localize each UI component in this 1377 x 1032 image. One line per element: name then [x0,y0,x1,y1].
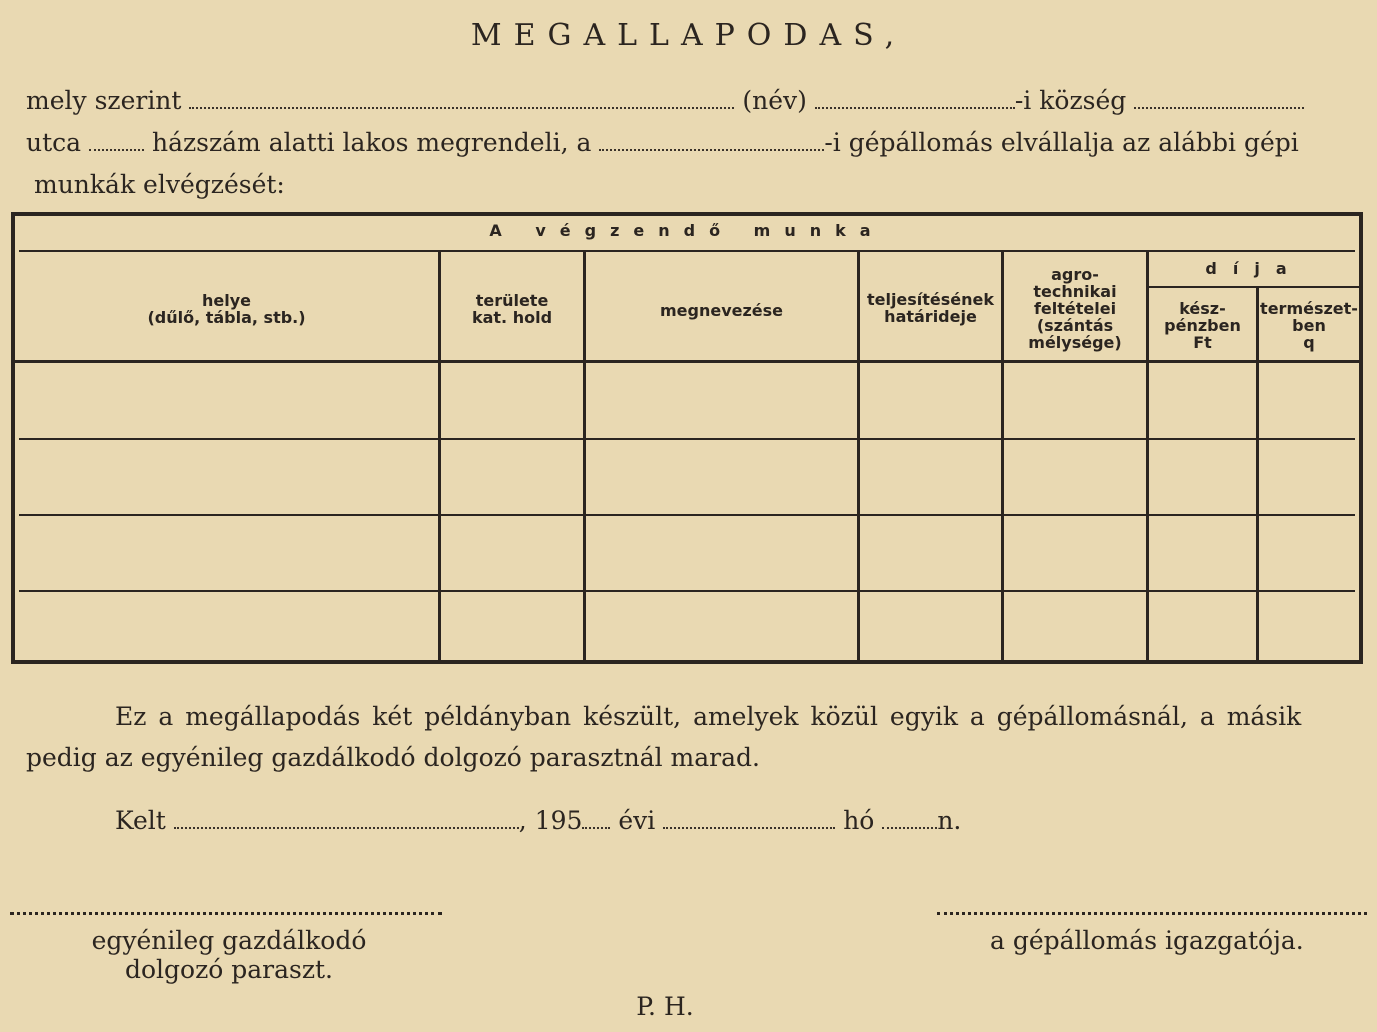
intro-text-2b: házszám alatti lakos megrendeli, a [151,128,592,157]
document-title: MEGALLAPODAS, [470,18,907,53]
evi-label: évi [618,806,656,835]
name-field[interactable] [189,107,734,109]
stamp-placeholder: P. H. [636,992,694,1021]
month-field[interactable] [663,827,835,829]
date-line [115,806,961,835]
closing-line-1: Ez a megállapodás két példányban készült, amelyek közül egyik a gépállomásnál, a másik [115,702,1302,731]
work-table [11,212,1363,664]
left-signature-line[interactable] [10,912,442,915]
intro-text-1a: mely szerint [26,86,182,115]
intro-text-2a: utca [26,128,82,157]
village-field[interactable] [815,107,1015,109]
intro-line-1 [26,86,1304,115]
right-signature-label: a gépállomás igazgatója. [990,926,1304,955]
place-field[interactable] [174,827,519,829]
table-row[interactable] [15,440,1359,514]
header-kind: természet- ben q [1260,299,1358,352]
group-header-rule [19,250,1355,252]
intro-text-1c: -i község [1014,86,1127,115]
house-number-field[interactable] [89,149,144,151]
header-place: helye (dűlő, tábla, stb.) [147,291,306,327]
intro-line-3: munkák elvégzését: [34,170,285,199]
ho-label: hó [843,806,875,835]
table-row[interactable] [15,592,1359,660]
payment-header-rule [1149,286,1359,288]
year-field[interactable] [582,827,610,829]
header-deadline: teljesítésének határideje [866,290,995,326]
table-row[interactable] [15,363,1359,438]
street-field[interactable] [1134,107,1304,109]
left-signature-label-1: egyénileg gazdálkodó [91,926,367,955]
left-signature-label-2: dolgozó paraszt. [124,955,334,984]
header-name: megnevezése [659,301,784,320]
intro-text-1b: (név) [742,86,807,115]
station-field[interactable] [599,149,824,151]
header-cash: kész- pénzben Ft [1164,299,1241,352]
group-header: A végzendő munka [489,221,885,240]
table-row[interactable] [15,516,1359,590]
n-label: n. [937,806,962,835]
closing-line-2: pedig az egyénileg gazdálkodó dolgozó parasztnál marad. [26,743,760,772]
day-field[interactable] [882,827,937,829]
kelt-label: Kelt [115,806,166,835]
payment-header: díja [1205,259,1303,278]
header-agro: agro- technikai feltételei (szántás mélysége) [1028,265,1122,352]
year-label: , 195 [518,806,583,835]
right-signature-line[interactable] [937,912,1367,915]
intro-line-2 [26,128,1299,157]
intro-text-2c: -i gépállomás elvállalja az alábbi gépi [824,128,1299,157]
header-area: területe kat. hold [471,291,553,327]
